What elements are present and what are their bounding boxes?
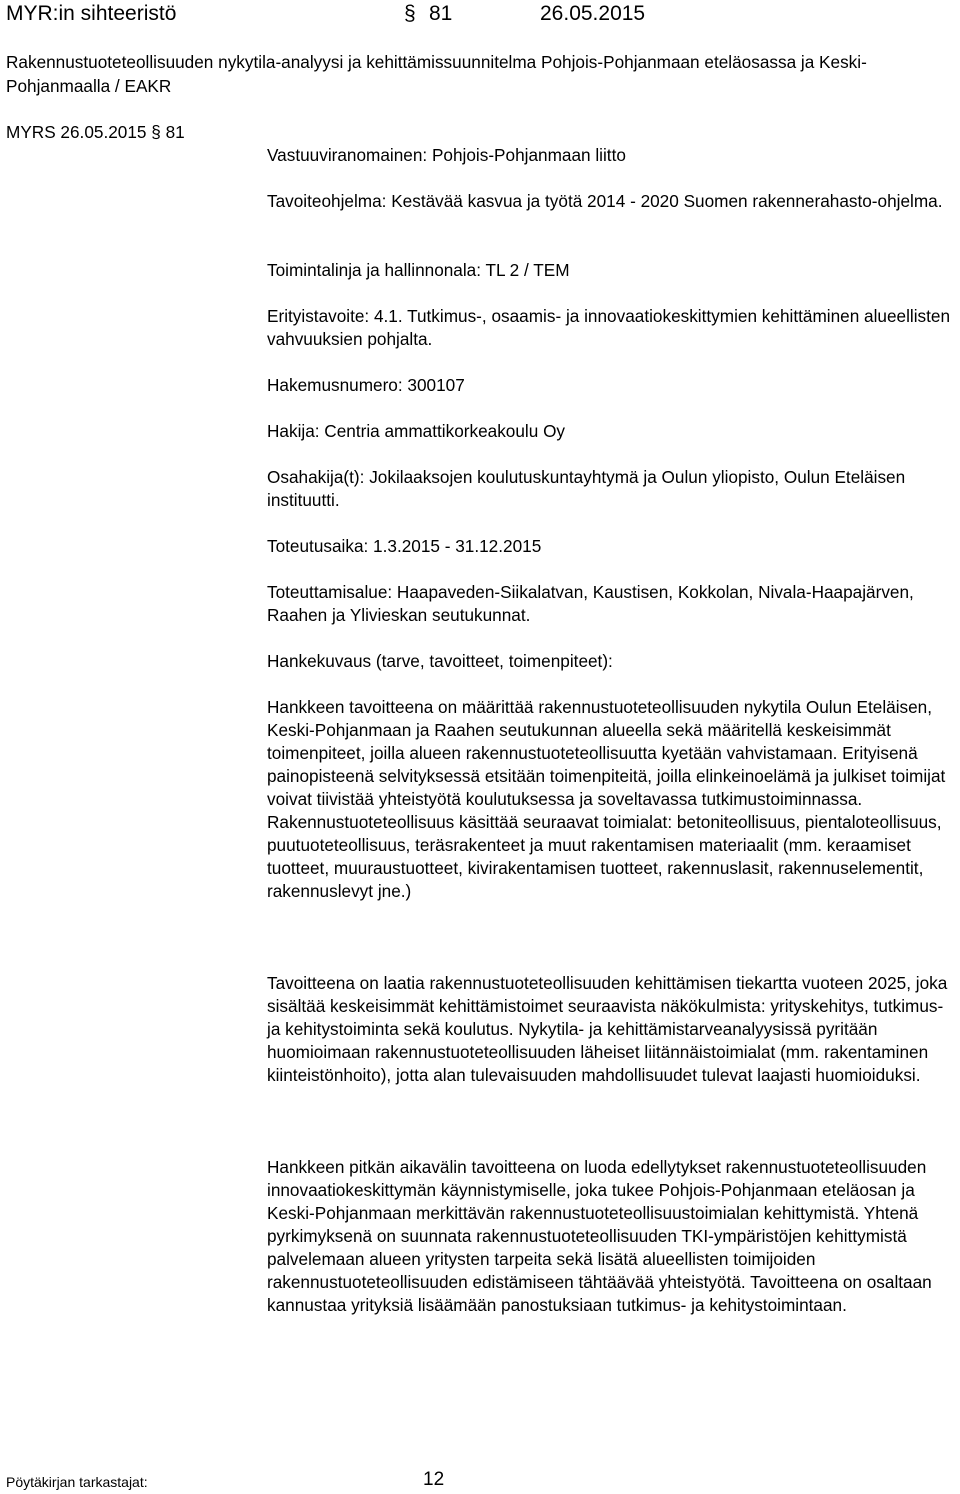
footer-label: Pöytäkirjan tarkastajat: [6,1474,148,1490]
paragraph-text: Tavoitteena on laatia rakennustuoteteollisuuden kehittämisen tiekartta vuoteen 2025, joka sisältää keskeisimmät kehittämistoimet seuraavista näkökulmista: yrityskehitys, tutkimus- ja kehitystoiminta sekä koulutus. Nykytila- ja kehittämistarveanalyysissä pyritään huomioimaan rakennustuoteteollisuuden läheiset liitännäistoimialat (mm. rakentaminen kiinteistönhoito), jotta alan tulevaisuuden mahdollisuudet tulevat laajasti huomioiduksi. [267,973,948,1085]
field-text: Hakemusnumero: 300107 [267,375,465,395]
document-title: Rakennustuoteteollisuuden nykytila-analyysi ja kehittämissuunnitelma Pohjois-Pohjanmaan eteläosassa ja Keski-Pohjanmaalla / EAKR [6,52,867,96]
paragraph-text: Hankkeen pitkän aikavälin tavoitteena on luoda edellytykset rakennustuoteteollisuuden innovaatiokeskittymän käynnistymiselle, joka tukee Pohjois-Pohjanmaan eteläosan ja Keski-Pohjanmaan merkittävän rakennustuoteteollisuustoimialan kehittymistä. Yhtenä pyrkimyksenä on suunnata rakennustuoteteollisuuden TKI-ympäristöjen kehittymistä palvelemaan alueen yritysten tarpeita sekä lisätä alueellisten toimijoiden rakennustuoteteollisuuden edistämiseen tähtäävää yhteistyötä. Tavoitteena on osaltaan kannustaa yrityksiä lisäämään panostuksiaan tutkimus- ja kehitystoimintaan. [267,1157,932,1315]
organization-name: MYR:in sihteeristö [6,2,177,25]
paragraph-1 [267,696,957,903]
field-specific-objective [267,305,957,351]
field-program [267,190,957,213]
page-footer [6,1468,954,1494]
field-text: Hakija: Centria ammattikorkeakoulu Oy [267,421,566,441]
field-text: Tavoiteohjelma: Kestävää kasvua ja työtä 2014 - 2020 Suomen rakennerahasto-ohjelma. [267,191,943,211]
paragraph-3 [267,1156,957,1317]
field-text: Erityistavoite: 4.1. Tutkimus-, osaamis- ja innovaatiokeskittymien kehittäminen alueellisten vahvuuksien pohjalta. [267,306,951,349]
field-application-number [267,374,957,397]
page-number: 12 [423,1469,445,1490]
field-implementation-area [267,581,957,627]
field-text: Osahakija(t): Jokilaaksojen koulutuskuntayhtymä ja Oulun yliopisto, Oulun Eteläisen instituutti. [267,467,906,510]
section-sign: § [404,2,416,25]
field-implementation-period [267,535,957,558]
field-text: Vastuuviranomainen: Pohjois-Pohjanmaan liitto [267,145,626,165]
section-number: 81 [429,2,453,25]
field-applicant [267,420,957,443]
document-reference: MYRS 26.05.2015 § 81 [6,122,185,142]
field-co-applicants [267,466,957,512]
paragraph-2 [267,972,957,1087]
page-header [6,0,954,30]
meeting-date: 26.05.2015 [540,2,646,25]
field-priority-axis [267,259,957,282]
field-project-description-heading [267,650,957,673]
field-text: Toteutusaika: 1.3.2015 - 31.12.2015 [267,536,542,556]
paragraph-text: Hankkeen tavoitteena on määrittää rakennustuoteteollisuuden nykytila Oulun Eteläisen, Keski-Pohjanmaan ja Raahen seutukunnan alueella sekä määritellä keskeisimmät toimenpiteet, joilla alueen rakennustuoteteollisuutta kyetään vahvistamaan. Erityisenä painopisteenä selvityksessä etsitään toimenpiteitä, joilla elinkeinoelämä ja julkiset toimijat voivat tiivistää yhteistyötä koulutuksessa ja soveltavassa tutkimustoiminnassa. Rakennustuoteteollisuus käsittää seuraavat toimialat: betoniteollisuus, pientaloteollisuus, puutuoteteollisuus, teräsrakenteet ja muut rakentamisen materiaalit (mm. keraamiset tuotteet, muuraustuotteet, kivirakentamisen tuotteet, rakennuslasit, rakennuselementit, rakennuslevyt jne.) [267,697,946,901]
field-text: Hankekuvaus (tarve, tavoitteet, toimenpiteet): [267,651,613,671]
field-text: Toteuttamisalue: Haapaveden-Siikalatvan, Kaustisen, Kokkolan, Nivala-Haapajärven, Raahen ja Ylivieskan seutukunnat. [267,582,914,625]
field-text: Toimintalinja ja hallinnonala: TL 2 / TEM [267,260,570,280]
field-authority [267,144,957,167]
